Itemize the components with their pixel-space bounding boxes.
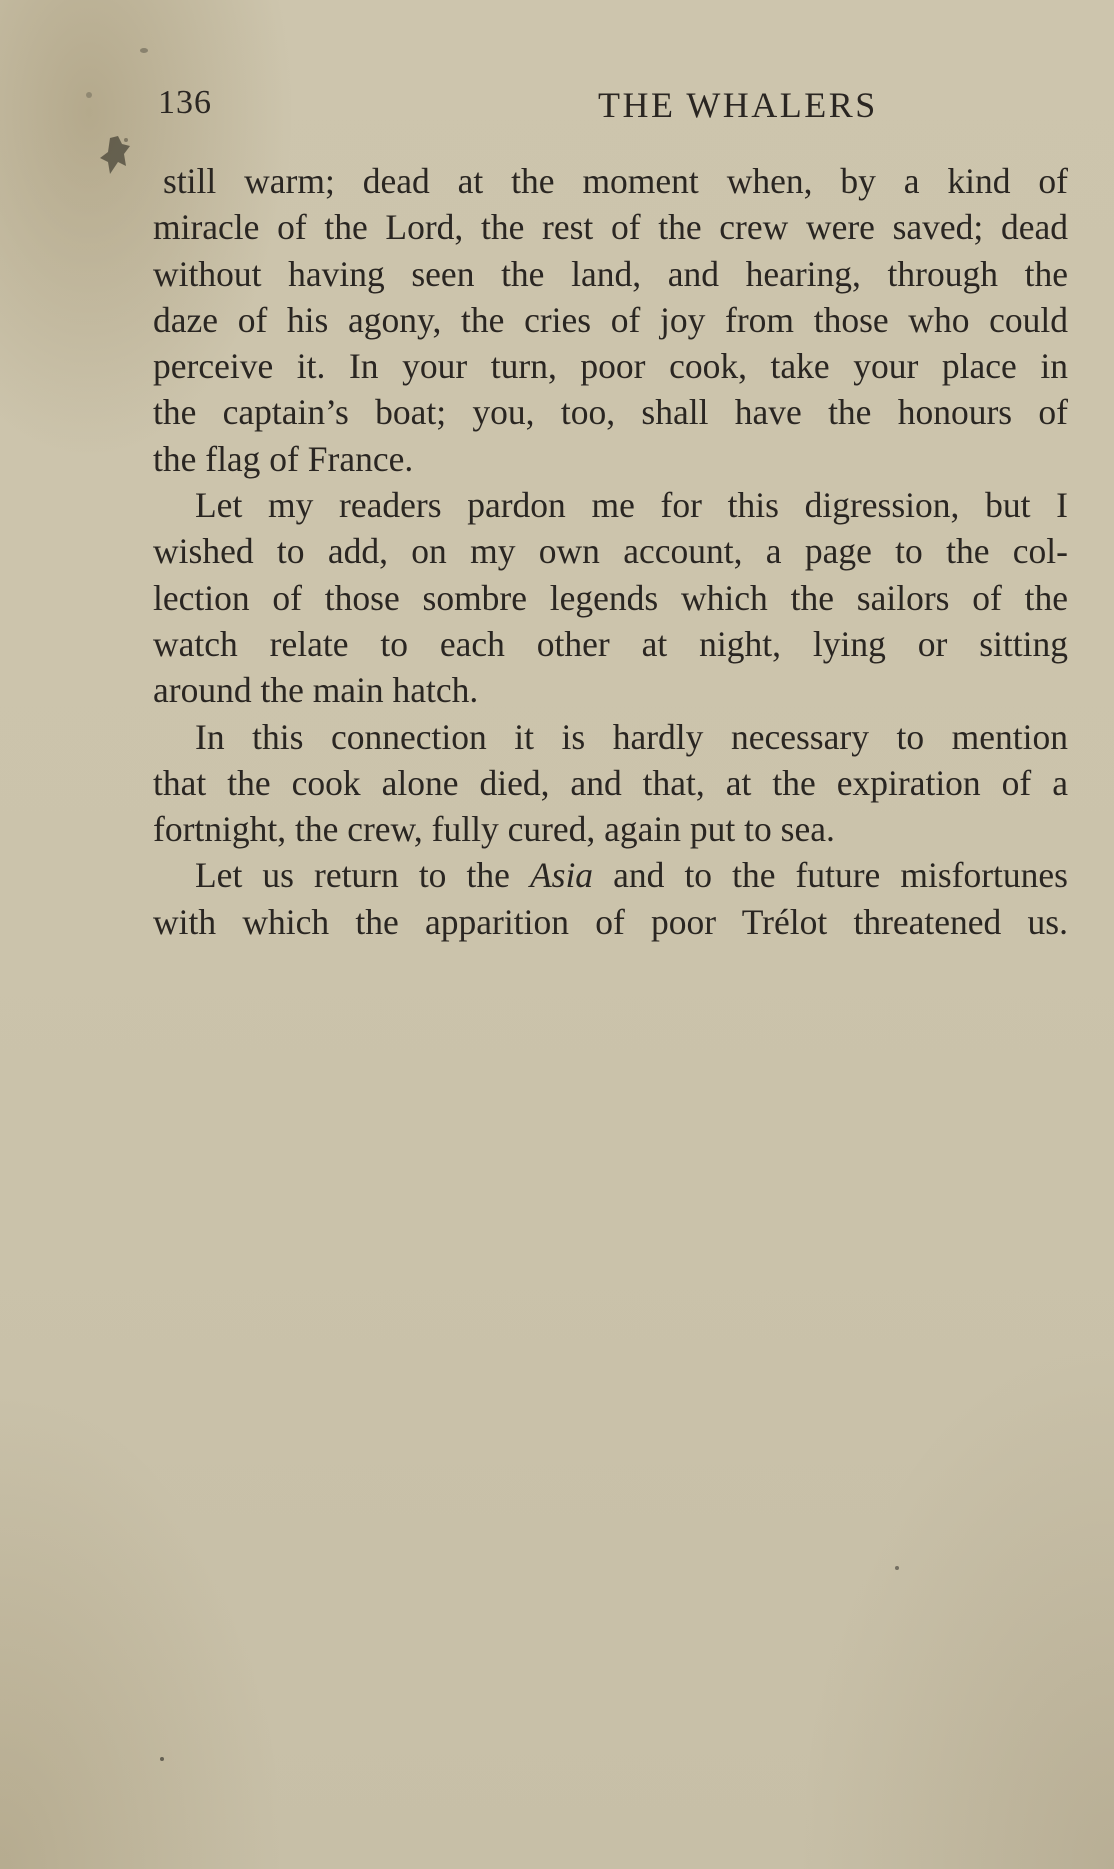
text-line: lection of those sombre legends which the sailors of the xyxy=(153,577,1068,618)
body-text xyxy=(153,158,1068,945)
text-line: daze of his agony, the cries of joy from those who could xyxy=(153,299,1068,340)
text-line: still warm; dead at the moment when, by a kind of xyxy=(163,161,1068,201)
text-line: around the main hatch. xyxy=(153,670,479,711)
paragraph xyxy=(153,158,1068,482)
page-number: 136 xyxy=(158,84,212,121)
foxing-spot xyxy=(140,48,148,53)
text-line: the flag of France. xyxy=(153,438,414,479)
text-line: Let my readers pardon me for this digression, but I xyxy=(195,485,1068,526)
foxing-spot xyxy=(895,1566,899,1570)
foxing-spot xyxy=(160,1757,164,1761)
text-line: miracle of the Lord, the rest of the crew were saved; dead xyxy=(153,207,1068,248)
paragraph xyxy=(153,852,1068,945)
text-line: In this connection it is hardly necessary to mention xyxy=(195,716,1068,757)
running-head: THE WHALERS xyxy=(598,85,878,125)
text-line: perceive it. In your turn, poor cook, take your place in xyxy=(153,346,1068,387)
text-line: fortnight, the crew, fully cured, again put to sea. xyxy=(153,809,835,850)
text-line: watch relate to each other at night, lying or sitting xyxy=(153,623,1068,664)
page-header xyxy=(158,84,1068,134)
text-line: with which the apparition of poor Trélot threatened us. xyxy=(153,901,1068,942)
text-segment: and to the future misfortunes xyxy=(593,855,1068,896)
paragraph xyxy=(153,714,1068,853)
text-line: without having seen the land, and hearing, through the xyxy=(153,253,1068,294)
text-line: the captain’s boat; you, too, shall have the honours of xyxy=(153,392,1068,433)
text-line: wished to add, on my own account, a page to the col- xyxy=(153,531,1068,572)
text-line: that the cook alone died, and that, at the expiration of a xyxy=(153,762,1068,803)
text-segment: Let us return to the xyxy=(195,855,530,896)
ink-stain-icon xyxy=(96,134,136,184)
text-line xyxy=(153,852,1068,898)
ship-name: Asia xyxy=(529,855,594,896)
foxing-spot xyxy=(86,92,92,98)
paragraph xyxy=(153,482,1068,713)
